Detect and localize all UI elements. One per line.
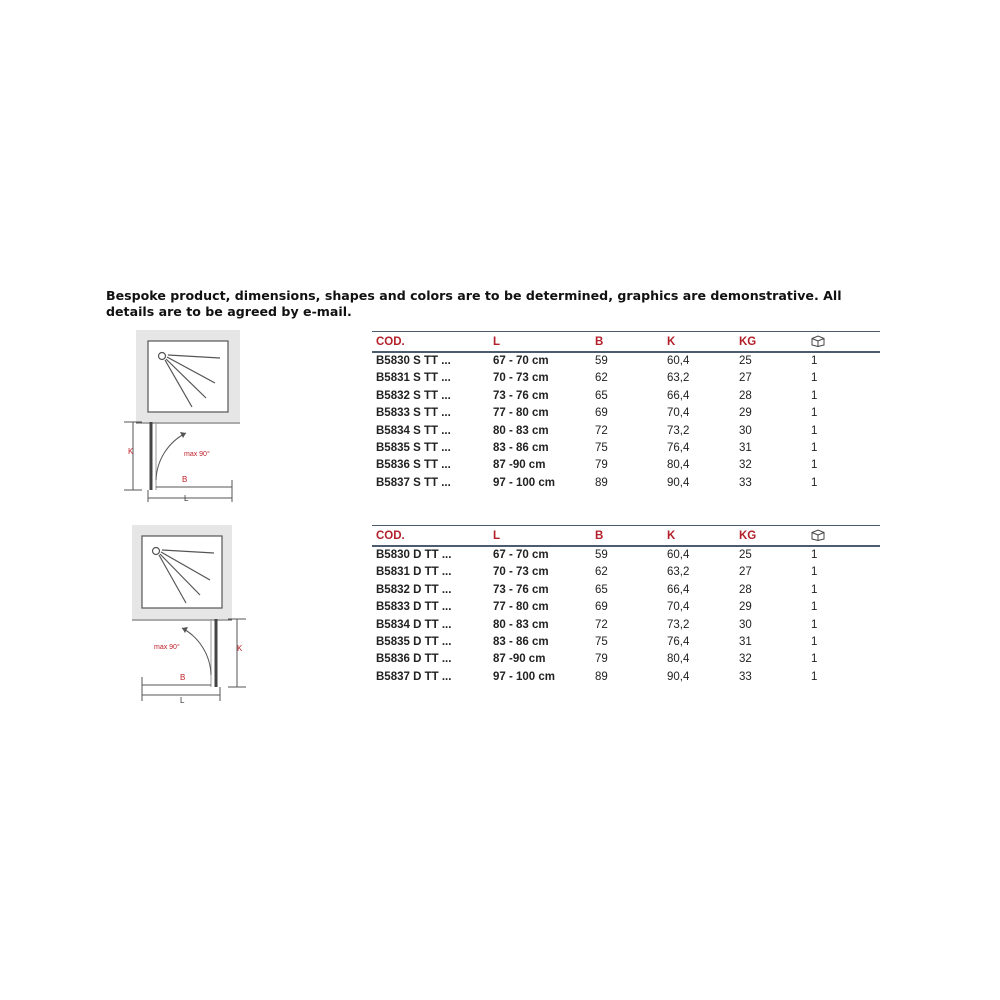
cell-length: 97 - 100 cm bbox=[493, 670, 556, 683]
k-label: K bbox=[128, 447, 134, 456]
cell-k: 63,2 bbox=[667, 372, 690, 385]
header-l: L bbox=[489, 526, 591, 547]
cell-k: 70,4 bbox=[667, 407, 690, 420]
cell-k: 60,4 bbox=[667, 355, 690, 367]
cell-package-qty: 1 bbox=[811, 618, 818, 631]
cell-package-qty: 1 bbox=[811, 424, 818, 437]
header-cod: COD. bbox=[372, 526, 489, 547]
cell-code: B5831 S TT ... bbox=[376, 372, 451, 385]
cell-k: 66,4 bbox=[667, 583, 690, 596]
cell-length: 77 - 80 cm bbox=[493, 407, 549, 420]
cell-weight: 31 bbox=[739, 636, 752, 649]
cell-package-qty: 1 bbox=[811, 389, 818, 402]
cell-weight: 29 bbox=[739, 601, 752, 614]
cell-code: B5834 D TT ... bbox=[376, 618, 452, 631]
cell-code: B5837 S TT ... bbox=[376, 476, 451, 489]
l-label: L bbox=[184, 494, 189, 503]
cell-k: 76,4 bbox=[667, 636, 690, 649]
table-row bbox=[372, 634, 880, 651]
cell-package-qty: 1 bbox=[811, 372, 818, 385]
header-b: B bbox=[591, 526, 663, 547]
cell-package-qty: 1 bbox=[811, 636, 818, 649]
cell-b: 59 bbox=[595, 549, 608, 561]
table-row bbox=[372, 405, 880, 422]
cell-weight: 33 bbox=[739, 476, 752, 489]
table-row bbox=[372, 440, 880, 457]
cell-package-qty: 1 bbox=[811, 601, 818, 614]
cell-length: 97 - 100 cm bbox=[493, 476, 556, 489]
table-row bbox=[372, 582, 880, 599]
cell-length: 73 - 76 cm bbox=[493, 389, 549, 402]
cell-package-qty: 1 bbox=[811, 459, 818, 472]
table-row bbox=[372, 546, 880, 564]
cell-length: 67 - 70 cm bbox=[493, 355, 549, 367]
cell-b: 75 bbox=[595, 636, 608, 649]
table-header-row bbox=[372, 332, 880, 353]
cell-b: 69 bbox=[595, 407, 608, 420]
cell-b: 69 bbox=[595, 601, 608, 614]
table-row bbox=[372, 617, 880, 634]
cell-code: B5835 D TT ... bbox=[376, 636, 452, 649]
max-angle-label: max 90° bbox=[154, 644, 180, 651]
cell-package-qty: 1 bbox=[811, 355, 818, 367]
door-swing-arc bbox=[156, 433, 186, 480]
cell-code: B5835 S TT ... bbox=[376, 442, 451, 455]
header-package bbox=[807, 526, 880, 547]
cell-package-qty: 1 bbox=[811, 653, 818, 666]
cell-package-qty: 1 bbox=[811, 407, 818, 420]
cell-weight: 31 bbox=[739, 442, 752, 455]
cell-weight: 32 bbox=[739, 653, 752, 666]
cell-package-qty: 1 bbox=[811, 476, 818, 489]
cell-b: 59 bbox=[595, 355, 608, 367]
cell-package-qty: 1 bbox=[811, 670, 818, 683]
cell-k: 63,2 bbox=[667, 566, 690, 579]
cell-code: B5833 D TT ... bbox=[376, 601, 452, 614]
l-label: L bbox=[180, 696, 185, 705]
header-l: L bbox=[489, 332, 591, 353]
table-header-row bbox=[372, 526, 880, 547]
cell-length: 67 - 70 cm bbox=[493, 549, 549, 561]
cell-weight: 30 bbox=[739, 618, 752, 631]
cell-code: B5830 S TT ... bbox=[376, 355, 451, 367]
cell-code: B5830 D TT ... bbox=[376, 549, 452, 561]
shower-tray bbox=[148, 341, 228, 412]
cell-k: 60,4 bbox=[667, 549, 690, 561]
package-box-icon bbox=[811, 529, 825, 541]
header-kg: KG bbox=[735, 332, 807, 353]
cell-k: 73,2 bbox=[667, 618, 690, 631]
cell-code: B5832 S TT ... bbox=[376, 389, 451, 402]
cell-b: 72 bbox=[595, 618, 608, 631]
spec-table-right-door bbox=[372, 525, 880, 686]
shower-door-diagram-left bbox=[120, 330, 250, 502]
cell-b: 72 bbox=[595, 424, 608, 437]
table-row bbox=[372, 457, 880, 474]
header-kg: KG bbox=[735, 526, 807, 547]
cell-code: B5834 S TT ... bbox=[376, 424, 451, 437]
cell-b: 65 bbox=[595, 583, 608, 596]
cell-weight: 25 bbox=[739, 355, 752, 367]
cell-code: B5833 S TT ... bbox=[376, 407, 451, 420]
header-k: K bbox=[663, 332, 735, 353]
cell-b: 62 bbox=[595, 566, 608, 579]
door-swing-arc bbox=[182, 628, 211, 675]
cell-package-qty: 1 bbox=[811, 566, 818, 579]
header-cod: COD. bbox=[372, 332, 489, 353]
cell-weight: 27 bbox=[739, 566, 752, 579]
cell-code: B5837 D TT ... bbox=[376, 670, 452, 683]
cell-length: 77 - 80 cm bbox=[493, 601, 549, 614]
cell-k: 90,4 bbox=[667, 670, 690, 683]
cell-length: 80 - 83 cm bbox=[493, 424, 549, 437]
package-box-icon bbox=[811, 335, 825, 347]
table-row bbox=[372, 388, 880, 405]
cell-weight: 32 bbox=[739, 459, 752, 472]
cell-k: 80,4 bbox=[667, 653, 690, 666]
cell-weight: 28 bbox=[739, 583, 752, 596]
cell-b: 65 bbox=[595, 389, 608, 402]
header-k: K bbox=[663, 526, 735, 547]
table-row bbox=[372, 564, 880, 581]
shower-tray bbox=[142, 536, 222, 608]
b-label: B bbox=[180, 673, 186, 682]
cell-k: 70,4 bbox=[667, 601, 690, 614]
table-row bbox=[372, 370, 880, 387]
table-row bbox=[372, 651, 880, 668]
table-body bbox=[372, 352, 880, 492]
table-row bbox=[372, 599, 880, 616]
cell-length: 73 - 76 cm bbox=[493, 583, 549, 596]
max-angle-label: max 90° bbox=[184, 451, 210, 458]
cell-weight: 28 bbox=[739, 389, 752, 402]
cell-length: 83 - 86 cm bbox=[493, 442, 549, 455]
shower-plan-drawing bbox=[120, 330, 250, 502]
shower-door-diagram-right bbox=[132, 525, 262, 705]
cell-k: 80,4 bbox=[667, 459, 690, 472]
cell-k: 66,4 bbox=[667, 389, 690, 402]
table-row bbox=[372, 669, 880, 686]
spec-table-left-door bbox=[372, 331, 880, 492]
cell-length: 70 - 73 cm bbox=[493, 566, 549, 579]
cell-length: 83 - 86 cm bbox=[493, 636, 549, 649]
cell-package-qty: 1 bbox=[811, 583, 818, 596]
cell-code: B5832 D TT ... bbox=[376, 583, 452, 596]
cell-b: 75 bbox=[595, 442, 608, 455]
cell-weight: 33 bbox=[739, 670, 752, 683]
cell-k: 90,4 bbox=[667, 476, 690, 489]
cell-weight: 29 bbox=[739, 407, 752, 420]
cell-b: 79 bbox=[595, 459, 608, 472]
cell-length: 87 -90 cm bbox=[493, 459, 546, 472]
header-b: B bbox=[591, 332, 663, 353]
table-row bbox=[372, 475, 880, 492]
table-row bbox=[372, 423, 880, 440]
cell-package-qty: 1 bbox=[811, 442, 818, 455]
cell-code: B5831 D TT ... bbox=[376, 566, 452, 579]
arc-arrow-icon bbox=[182, 627, 188, 633]
cell-code: B5836 D TT ... bbox=[376, 653, 452, 666]
arc-arrow-icon bbox=[180, 432, 186, 438]
cell-length: 87 -90 cm bbox=[493, 653, 546, 666]
cell-k: 76,4 bbox=[667, 442, 690, 455]
cell-code: B5836 S TT ... bbox=[376, 459, 451, 472]
cell-package-qty: 1 bbox=[811, 549, 818, 561]
cell-length: 70 - 73 cm bbox=[493, 372, 549, 385]
cell-length: 80 - 83 cm bbox=[493, 618, 549, 631]
header-package bbox=[807, 332, 880, 353]
cell-weight: 30 bbox=[739, 424, 752, 437]
cell-b: 62 bbox=[595, 372, 608, 385]
cell-b: 89 bbox=[595, 670, 608, 683]
b-label: B bbox=[182, 475, 188, 484]
table-body bbox=[372, 546, 880, 686]
cell-b: 89 bbox=[595, 476, 608, 489]
cell-weight: 25 bbox=[739, 549, 752, 561]
table-row bbox=[372, 352, 880, 370]
cell-b: 79 bbox=[595, 653, 608, 666]
cell-weight: 27 bbox=[739, 372, 752, 385]
cell-k: 73,2 bbox=[667, 424, 690, 437]
k-label: K bbox=[237, 644, 243, 653]
shower-plan-drawing bbox=[132, 525, 262, 705]
product-notice: Bespoke product, dimensions, shapes and colors are to be determined, graphics are demonstrative. All details are to be agreed by e-mail. bbox=[106, 288, 842, 319]
